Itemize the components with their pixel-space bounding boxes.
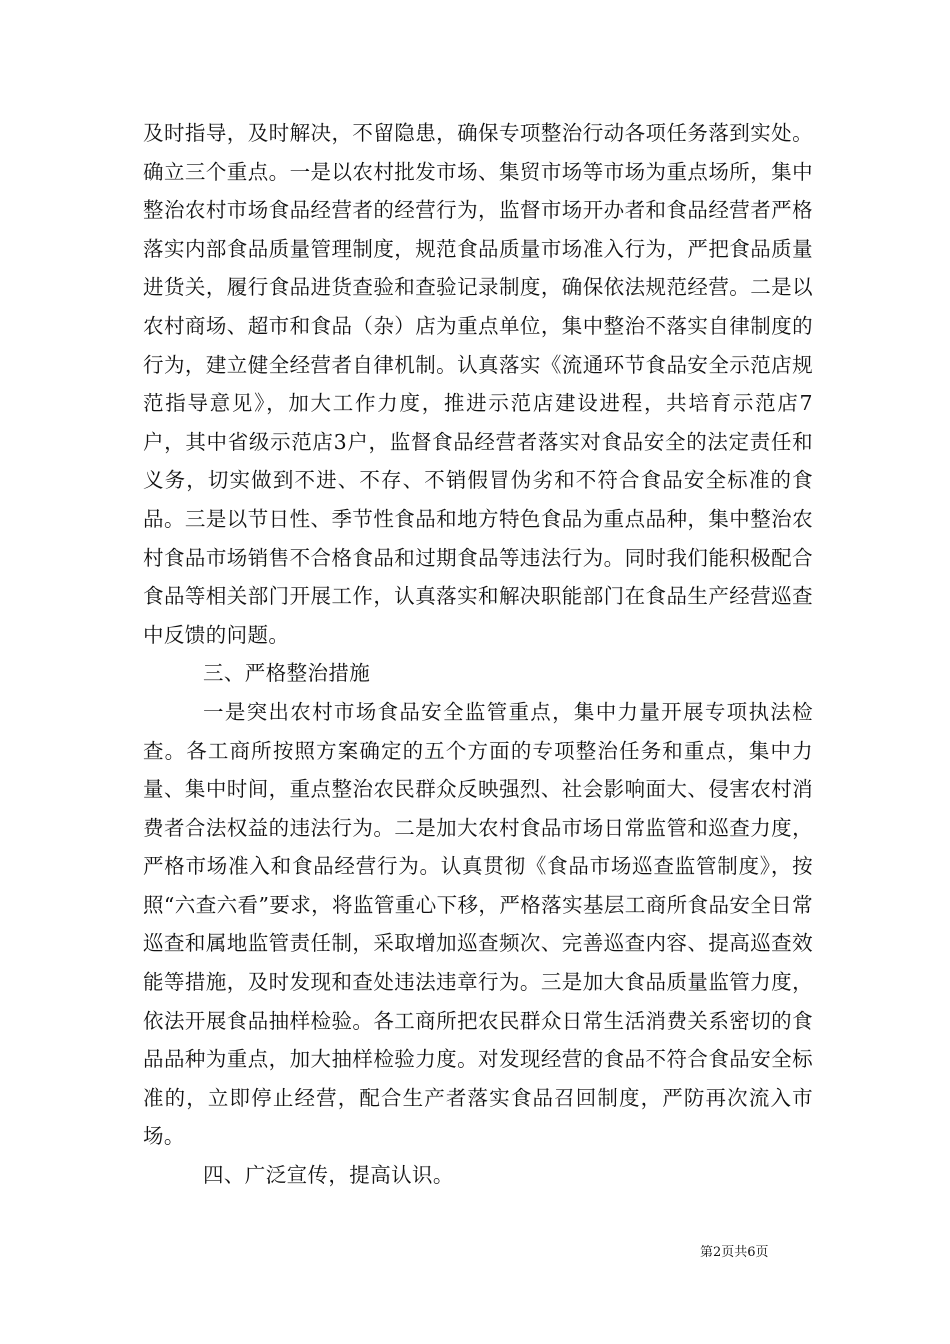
section-heading-3: 三、严格整治措施 xyxy=(203,661,371,686)
page-number-footer: 第2页共6页 xyxy=(700,1245,769,1260)
document-body xyxy=(143,114,813,1195)
paragraph-continuation: 及时指导，及时解决，不留隐患，确保专项整治行动各项任务落到实处。确立三个重点。一是以农村批发市场、集贸市场等市场为重点场所，集中整治农村市场食品经营者的经营行为，监督市场开办者和食品经营者严格落实内部食品质量管理制度，规范食品质量市场准入行为，严把食品质量进货关，履行食品进货查验和查验记录制度，确保依法规范经营。二是以农村商场、超市和食品（杂）店为重点单位，集中整治不落实自律制度的行为，建立健全经营者自律机制。认真落实《流通环节食品安全示范店规范指导意见》，加大工作力度，推进示范店建设进程，共培育示范店7户，其中省级示范店3户，监督食品经营者落实对食品安全的法定责任和义务，切实做到不进、不存、不销假冒伪劣和不符合食品安全标准的食品。三是以节日性、季节性食品和地方特色食品为重点品种，集中整治农村食品市场销售不合格食品和过期食品等违法行为。同时我们能积极配合食品等相关部门开展工作，认真落实和解决职能部门在食品生产经营巡查中反馈的问题。 xyxy=(143,121,813,647)
paragraph-body: 一是突出农村市场食品安全监管重点，集中力量开展专项执法检查。各工商所按照方案确定的五个方面的专项整治任务和重点，集中力量、集中时间，重点整治农民群众反映强烈、社会影响面大、侵害农村消费者合法权益的违法行为。二是加大农村食品市场日常监管和巡查力度，严格市场准入和食品经营行为。认真贯彻《食品市场巡查监管制度》，按照“六查六看”要求，将监管重心下移，严格落实基层工商所食品安全日常巡查和属地监管责任制，采取增加巡查频次、完善巡查内容、提高巡查效能等措施，及时发现和查处违法违章行为。三是加大食品质量监管力度，依法开展食品抽样检验。各工商所把农民群众日常生活消费关系密切的食品品种为重点，加大抽样检验力度。对发现经营的食品不符合食品安全标准的，立即停止经营，配合生产者落实食品召回制度，严防再次流入市场。 xyxy=(143,699,813,1149)
section-heading-4: 四、广泛宣传，提高认识。 xyxy=(203,1163,454,1188)
